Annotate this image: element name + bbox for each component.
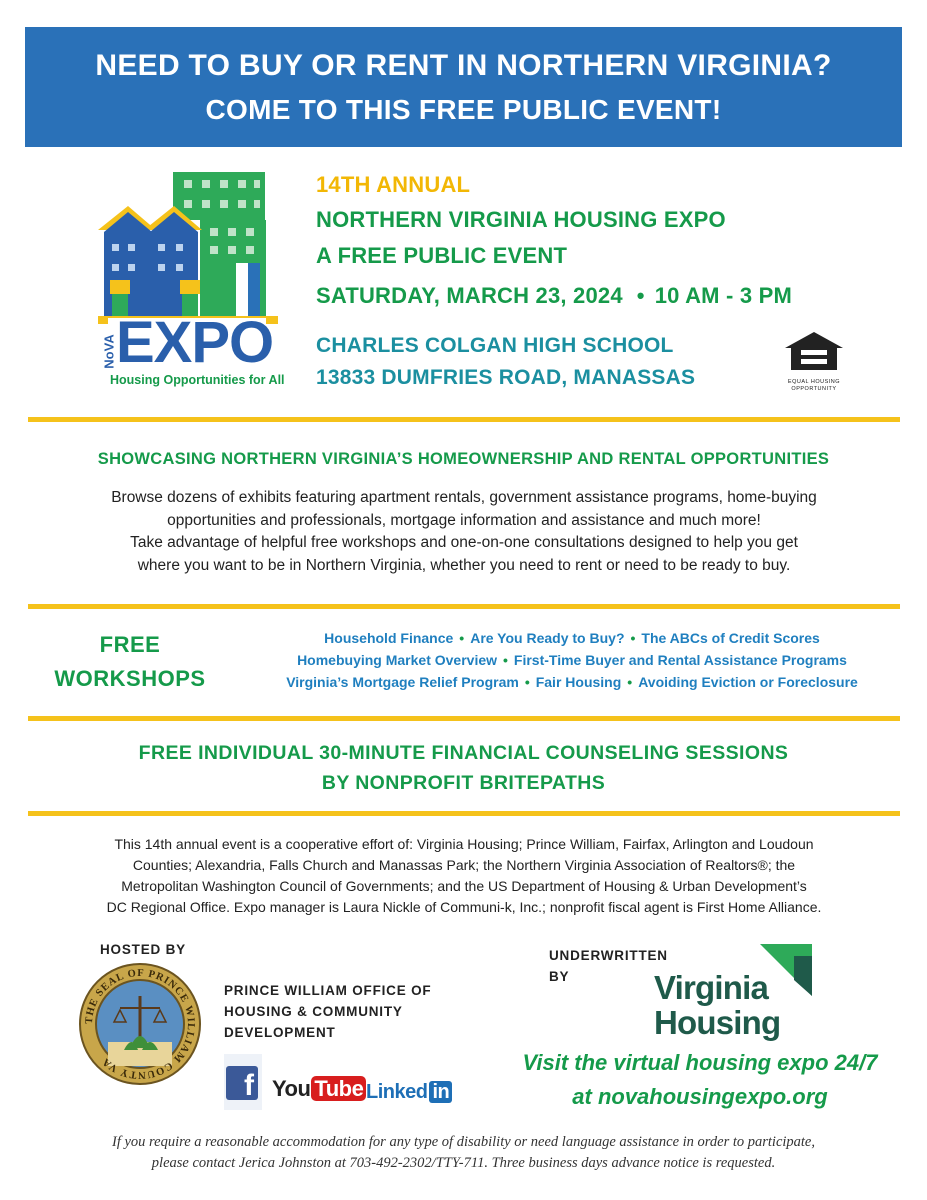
bullet-separator: • [524,674,530,690]
host-org-line-3: DEVELOPMENT [224,1025,336,1040]
divider-rule [28,811,900,816]
bullet-separator: • [627,674,633,690]
workshop-item: The ABCs of Credit Scores [641,630,820,646]
workshop-item: Virginia’s Mortgage Relief Program [286,674,519,690]
divider-rule [28,716,900,721]
cooperative-line: DC Regional Office. Expo manager is Laura Nickle of Communi-k, Inc.; nonprofit fiscal agent is First Home Alliance. [106,899,822,915]
workshops-label [30,628,230,696]
counseling-heading [20,738,907,798]
virtual-expo-line-1: Visit the virtual housing expo 24/7 [522,1050,878,1075]
svg-text:THE SEAL OF PRINCE WILLIAM COU [84,968,196,1080]
header-banner [25,27,902,147]
linkedin-icon[interactable] [366,1081,452,1104]
bullet-separator: • [459,630,465,646]
facebook-icon[interactable]: f [226,1066,258,1100]
virginia-housing-mark-icon [760,944,816,1000]
footer-line-2: please contact Jerica Johnston at 703-492-2302/TTY-711. Three business days advance notice is requested. [151,1155,776,1171]
linkedin-in: in [429,1081,452,1103]
event-annual: 14TH ANNUAL [316,172,471,197]
virginia-housing-mark [760,944,816,1000]
youtube-icon[interactable] [272,1076,366,1102]
counseling-line-1: FREE INDIVIDUAL 30-MINUTE FINANCIAL COUNSELING SESSIONS [138,742,789,764]
cooperative-line: Counties; Alexandria, Falls Church and Manassas Park; the Northern Virginia Association of Realtors®; the [132,857,796,873]
hosted-by-label: HOSTED BY [100,942,186,957]
virginia-housing-word-2: Housing [654,1004,781,1041]
showcase-line: opportunities and professionals, mortgage information and assistance and much more! [167,511,761,529]
event-date: SATURDAY, MARCH 23, 2024 [316,283,623,308]
seal-text-ring [78,962,202,1086]
host-org-line-2: HOUSING & COMMUNITY [224,1004,403,1019]
logo-tagline: Housing Opportunities for All [110,373,285,387]
banner-line-2: COME TO THIS FREE PUBLIC EVENT! [205,94,722,125]
footer-line-1: If you require a reasonable accommodation for any type of disability or need language assistance in order to participate, [111,1134,815,1150]
showcase-heading: SHOWCASING NORTHERN VIRGINIA’S HOMEOWNERSHIP AND RENTAL OPPORTUNITIES [97,450,830,468]
virtual-expo-link[interactable]: at novahousingexpo.org [572,1084,828,1109]
host-org-line-1: PRINCE WILLIAM OFFICE OF [224,983,432,998]
equal-housing-icon [783,330,845,374]
youtube-tube: Tube [311,1076,366,1101]
event-time: 10 AM - 3 PM [654,283,792,308]
event-venue: CHARLES COLGAN HIGH SCHOOL [316,334,674,357]
bullet-separator: • [630,630,636,646]
host-organization [224,980,431,1043]
equal-housing-line-1: EQUAL HOUSING [787,379,841,385]
virginia-housing-word-1: Virginia [654,969,769,1006]
workshop-item: Homebuying Market Overview [297,652,498,668]
accommodation-notice [0,1132,927,1174]
cooperative-line: This 14th annual event is a cooperative effort of: Virginia Housing; Prince William, Fairfax, Arlington and Loudoun [114,836,814,852]
showcase-body [30,487,898,577]
workshop-item: Fair Housing [535,674,622,690]
cooperative-paragraph [36,834,892,918]
underwritten-line-2: BY [549,969,570,984]
workshops-label-free: FREE [99,632,161,657]
banner-line-1: NEED TO BUY OR RENT IN NORTHERN VIRGINIA? [95,49,832,82]
seal-text-svg [78,962,202,1086]
youtube-you: You [272,1076,311,1101]
event-name: NORTHERN VIRGINIA HOUSING EXPO [316,207,726,232]
bullet-separator: • [636,283,645,308]
counseling-line-2: BY NONPROFIT BRITEPATHS [321,772,606,794]
expo-logo [98,168,285,390]
workshops-list [222,627,922,693]
event-datetime [316,283,792,309]
seal-text: THE SEAL OF PRINCE WILLIAM COUNTY VA [83,967,197,1081]
workshop-item: Are You Ready to Buy? [470,630,625,646]
workshops-row [222,649,922,671]
logo-nova-text: NoVA [101,334,117,369]
divider-rule [28,417,900,422]
underwritten-line-1: UNDERWRITTEN [549,948,668,963]
showcase-line: Take advantage of helpful free workshops and one-on-one consultations designed to help you get [130,534,798,551]
event-address: 13833 DUMFRIES ROAD, MANASSAS [316,366,696,389]
cooperative-line: Metropolitan Washington Council of Governments; and the US Department of Housing & Urban Development’s [121,878,807,894]
workshops-row [222,627,922,649]
equal-housing-line-2: OPPORTUNITY [791,386,837,392]
workshop-item: Household Finance [324,630,454,646]
equal-housing-logo [783,330,845,390]
workshops-row [222,671,922,693]
facebook-icon-wrap[interactable] [224,1054,262,1110]
workshops-label-workshops: WORKSHOPS [54,666,206,691]
logo-expo-text: EXPO [116,310,274,375]
workshop-item: Avoiding Eviction or Foreclosure [638,674,858,690]
county-seal [78,962,202,1086]
linkedin-text: Linked [366,1081,428,1103]
showcase-line: where you want to be in Northern Virginia, whether you need to rent or need to be ready to buy. [137,556,791,574]
event-free: A FREE PUBLIC EVENT [316,243,568,268]
bullet-separator: • [503,652,508,668]
showcase-line: Browse dozens of exhibits featuring apartment rentals, government assistance programs, home-buying [111,489,817,506]
divider-rule [28,604,900,609]
underwritten-label [549,945,668,987]
workshop-item: First-Time Buyer and Rental Assistance Programs [513,652,847,668]
